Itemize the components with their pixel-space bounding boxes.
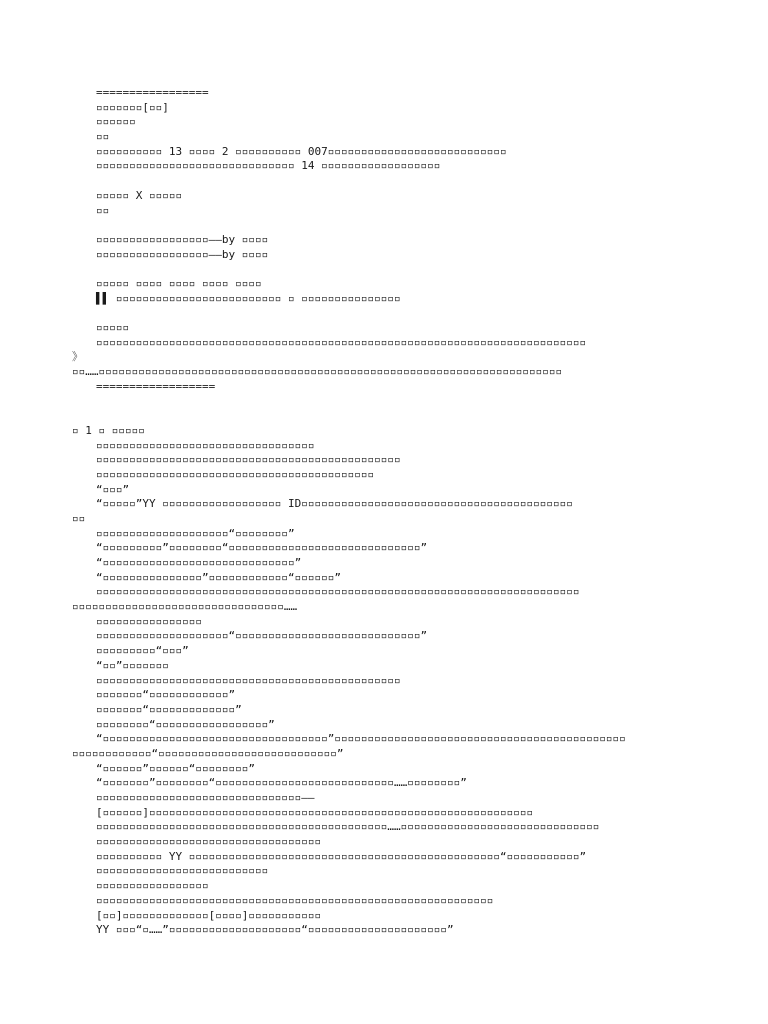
keywords-line: ▫▫▫▫▫ ▫▫▫▫ ▫▫▫▫ ▫▫▫▫ ▫▫▫▫ [96,276,262,290]
document-page [0,86,768,938]
spacer [0,306,768,321]
chapter-heading: ▫ 1 ▫ ▫▫▫▫▫ [72,423,145,437]
chapter-line: ▫▫▫▫▫▫▫▫▫▫▫▫▫▫▫▫▫▫▫▫▫▫▫▫▫▫▫▫▫▫▫▫▫ [96,438,315,452]
chapter-line: “▫▫▫” [96,482,130,496]
intro-line-2: ▫▫▫▫▫▫▫▫▫▫▫▫▫▫▫▫▫▫▫▫▫▫▫▫▫▫▫▫▫▫ 14 ▫▫▫▫▫▫▫▫▫▫▫▫▫▫▫▫▫▫ [96,159,441,173]
chapter-line: “▫▫”▫▫▫▫▫▫▫ [96,658,169,672]
chapter-body [0,439,768,938]
spacer [0,174,768,189]
chapter-line: ▫▫▫▫▫▫▫▫▫▫▫▫▫▫▫▫▫▫▫▫“▫▫▫▫▫▫▫▫” [96,526,295,540]
chapter-line: “▫▫▫▫▫▫▫”▫▫▫▫▫▫▫▫“▫▫▫▫▫▫▫▫▫▫▫▫▫▫▫▫▫▫▫▫▫▫▫▫▫▫▫……▫▫▫▫▫▫▫▫” [96,776,467,790]
chapter-line: ▫▫▫▫▫▫▫▫▫▫▫▫▫▫▫▫▫▫▫▫▫▫▫▫▫▫▫▫▫▫▫▫▫▫▫▫▫▫▫▫▫▫ [96,467,375,481]
chapter-line: ▫▫▫▫▫▫▫▫▫▫▫▫▫▫▫▫▫▫▫▫▫▫▫▫▫▫▫▫▫▫▫▫▫▫▫▫▫▫▫▫▫▫▫▫……▫▫▫▫▫▫▫▫▫▫▫▫▫▫▫▫▫▫▫▫▫▫▫▫▫▫▫▫▫▫ [96,820,600,834]
chapter-line: ▫▫▫▫▫▫▫▫▫“▫▫▫” [96,644,189,658]
spacer [0,262,768,277]
chapter-line: [▫▫▫▫▫▫]▫▫▫▫▫▫▫▫▫▫▫▫▫▫▫▫▫▫▫▫▫▫▫▫▫▫▫▫▫▫▫▫▫▫▫▫▫▫▫▫▫▫▫▫▫▫▫▫▫▫▫▫▫▫▫▫▫▫ [96,805,534,819]
chapter-line: “▫▫▫▫▫▫▫▫▫▫▫▫▫▫▫”▫▫▫▫▫▫▫▫▫▫▫▫“▫▫▫▫▫▫” [96,570,342,584]
notice-line: ▌▌ ▫▫▫▫▫▫▫▫▫▫▫▫▫▫▫▫▫▫▫▫▫▫▫▫▫ ▫ ▫▫▫▫▫▫▫▫▫▫▫▫▫▫▫ [96,291,401,305]
tag-line: ▫▫▫▫▫ X ▫▫▫▫▫ [96,188,183,202]
quote-line-1: ▫▫▫▫▫▫▫▫▫▫▫▫▫▫▫▫▫——by ▫▫▫▫ [96,232,269,246]
spacer [0,394,768,409]
chapter-line: ▫▫▫▫▫▫▫▫▫▫ YY ▫▫▫▫▫▫▫▫▫▫▫▫▫▫▫▫▫▫▫▫▫▫▫▫▫▫▫▫▫▫▫▫▫▫▫▫▫▫▫▫▫▫▫▫▫▫▫“▫▫▫▫▫▫▫▫▫▫▫” [96,849,587,863]
chapter-line: ▫▫ [72,511,86,525]
tag-label: ▫▫ [96,203,110,217]
chapter-line: ▫▫▫▫▫▫▫▫▫▫▫▫▫▫▫▫ [96,614,202,628]
chapter-line: ▫▫▫▫▫▫▫▫▫▫▫▫▫▫▫▫▫▫▫▫▫▫▫▫▫▫ [96,864,269,878]
summary-mark: 》 [72,350,83,364]
spacer [0,218,768,233]
chapter-line: “▫▫▫▫▫”YY ▫▫▫▫▫▫▫▫▫▫▫▫▫▫▫▫▫▫ ID▫▫▫▫▫▫▫▫▫▫▫▫▫▫▫▫▫▫▫▫▫▫▫▫▫▫▫▫▫▫▫▫▫▫▫▫▫▫▫▫▫ [96,497,573,511]
chapter-line: ▫▫▫▫▫▫▫▫▫▫▫▫“▫▫▫▫▫▫▫▫▫▫▫▫▫▫▫▫▫▫▫▫▫▫▫▫▫▫▫” [72,746,344,760]
summary-line-2: ▫▫……▫▫▫▫▫▫▫▫▫▫▫▫▫▫▫▫▫▫▫▫▫▫▫▫▫▫▫▫▫▫▫▫▫▫▫▫▫▫▫▫▫▫▫▫▫▫▫▫▫▫▫▫▫▫▫▫▫▫▫▫▫▫▫▫▫▫▫▫▫▫ [72,365,563,379]
chapter-line: ▫▫▫▫▫▫▫▫“▫▫▫▫▫▫▫▫▫▫▫▫▫▫▫▫▫” [96,717,275,731]
chapter-line: “▫▫▫▫▫▫”▫▫▫▫▫▫“▫▫▫▫▫▫▫▫” [96,761,255,775]
book-author: ▫▫▫▫▫▫ [96,115,136,129]
chapter-line: ▫▫▫▫▫▫▫▫▫▫▫▫▫▫▫▫▫▫▫▫▫▫▫▫▫▫▫▫▫▫▫▫▫▫▫▫▫▫▫▫▫▫▫▫▫▫▫▫▫▫▫▫▫▫▫▫▫▫▫▫ [96,893,494,907]
header-rule-bottom: ================== [96,379,216,393]
chapter-line: “▫▫▫▫▫▫▫▫▫▫▫▫▫▫▫▫▫▫▫▫▫▫▫▫▫▫▫▫▫” [96,556,302,569]
intro-line-1: ▫▫▫▫▫▫▫▫▫▫ 13 ▫▫▫▫ 2 ▫▫▫▫▫▫▫▫▫▫ 007▫▫▫▫▫▫▫▫▫▫▫▫▫▫▫▫▫▫▫▫▫▫▫▫▫▫▫ [96,144,507,158]
chapter-line: YY ▫▫▫“▫……”▫▫▫▫▫▫▫▫▫▫▫▫▫▫▫▫▫▫▫▫“▫▫▫▫▫▫▫▫▫▫▫▫▫▫▫▫▫▫▫▫▫” [96,923,454,937]
chapter-line: ▫▫▫▫▫▫▫▫▫▫▫▫▫▫▫▫▫▫▫▫▫▫▫▫▫▫▫▫▫▫▫▫▫▫▫▫▫▫▫▫▫▫▫▫▫▫▫▫▫▫▫▫▫▫▫▫▫▫▫▫▫▫▫▫▫▫▫▫▫▫▫▫▫ [96,585,580,599]
spacer [0,409,768,424]
summary-label: ▫▫▫▫▫ [96,321,130,334]
quote-line-2: ▫▫▫▫▫▫▫▫▫▫▫▫▫▫▫▫▫——by ▫▫▫▫ [96,247,269,261]
chapter-line: ▫▫▫▫▫▫▫▫▫▫▫▫▫▫▫▫▫▫▫▫▫▫▫▫▫▫▫▫▫▫▫▫▫▫ [96,835,322,849]
chapter-line: ▫▫▫▫▫▫▫▫▫▫▫▫▫▫▫▫▫ [96,879,209,893]
chapter-line: ▫▫▫▫▫▫▫▫▫▫▫▫▫▫▫▫▫▫▫▫▫▫▫▫▫▫▫▫▫▫▫▫▫▫▫▫▫▫▫▫▫▫▫▫▫▫ [96,453,401,467]
header-rule-top: ================= [96,86,209,99]
summary-line-1: ▫▫▫▫▫▫▫▫▫▫▫▫▫▫▫▫▫▫▫▫▫▫▫▫▫▫▫▫▫▫▫▫▫▫▫▫▫▫▫▫▫▫▫▫▫▫▫▫▫▫▫▫▫▫▫▫▫▫▫▫▫▫▫▫▫▫▫▫▫▫▫▫▫▫ [96,335,587,349]
chapter-line: ▫▫▫▫▫▫▫▫▫▫▫▫▫▫▫▫▫▫▫▫▫▫▫▫▫▫▫▫▫▫▫▫▫▫▫▫▫▫▫▫▫▫▫▫▫▫ [96,673,401,687]
chapter-line: [▫▫]▫▫▫▫▫▫▫▫▫▫▫▫▫[▫▫▫▫]▫▫▫▫▫▫▫▫▫▫▫ [96,908,322,922]
chapter-line: “▫▫▫▫▫▫▫▫▫▫▫▫▫▫▫▫▫▫▫▫▫▫▫▫▫▫▫▫▫▫▫▫▫▫”▫▫▫▫▫▫▫▫▫▫▫▫▫▫▫▫▫▫▫▫▫▫▫▫▫▫▫▫▫▫▫▫▫▫▫▫▫▫▫▫▫▫▫▫ [96,732,626,746]
chapter-line: ▫▫▫▫▫▫▫“▫▫▫▫▫▫▫▫▫▫▫▫” [96,688,236,702]
intro-label: ▫▫ [96,130,110,144]
chapter-line: ▫▫▫▫▫▫▫“▫▫▫▫▫▫▫▫▫▫▫▫▫” [96,702,242,716]
chapter-line: “▫▫▫▫▫▫▫▫▫”▫▫▫▫▫▫▫▫“▫▫▫▫▫▫▫▫▫▫▫▫▫▫▫▫▫▫▫▫▫▫▫▫▫▫▫▫▫” [96,541,428,555]
chapter-line: ▫▫▫▫▫▫▫▫▫▫▫▫▫▫▫▫▫▫▫▫▫▫▫▫▫▫▫▫▫▫▫—— [96,791,315,804]
chapter-line: ▫▫▫▫▫▫▫▫▫▫▫▫▫▫▫▫▫▫▫▫▫▫▫▫▫▫▫▫▫▫▫▫…… [72,600,298,614]
book-title: ▫▫▫▫▫▫▫[▫▫] [96,100,169,114]
chapter-line: ▫▫▫▫▫▫▫▫▫▫▫▫▫▫▫▫▫▫▫▫“▫▫▫▫▫▫▫▫▫▫▫▫▫▫▫▫▫▫▫▫▫▫▫▫▫▫▫▫” [96,629,428,643]
